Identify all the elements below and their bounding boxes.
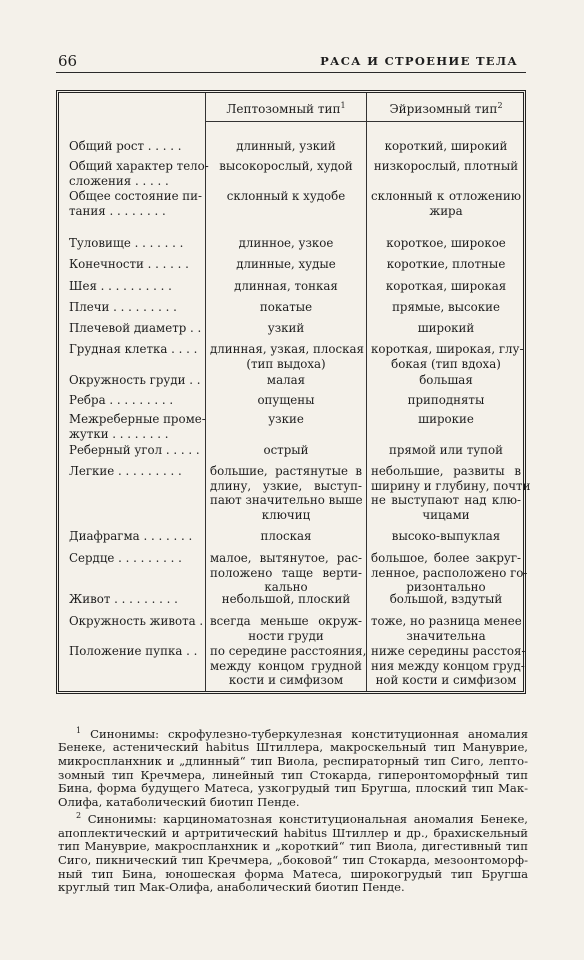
row-label <box>69 551 203 566</box>
leptosomic-cell <box>210 321 362 336</box>
cell-text: короткие, плотные <box>386 257 506 271</box>
cell-text: узкий <box>267 321 305 335</box>
row-label <box>69 644 203 659</box>
cell-text: высоко-выпуклая <box>391 529 501 543</box>
footnote-mark: 2 <box>76 811 82 821</box>
row-label <box>69 412 206 441</box>
row-label <box>69 300 203 315</box>
cell-text: Живот . . . . . . . . . <box>69 592 178 606</box>
cell-text: длинное, узкое <box>238 236 334 250</box>
page-number: 66 <box>58 52 78 70</box>
cell-text: кости и симфизом <box>228 673 344 687</box>
cell-text: длинные, худые <box>236 257 336 271</box>
leptosomic-cell <box>210 257 362 272</box>
footnote <box>58 809 528 894</box>
cell-text: большая <box>419 373 473 387</box>
eurysomic-cell <box>371 300 521 315</box>
cell-text: ризонтально <box>406 580 486 594</box>
eurysomic-cell <box>371 321 521 336</box>
cell-text: ности груди <box>248 628 324 643</box>
eurysomic-cell <box>371 139 521 154</box>
cell-text: Конечности . . . . . . <box>69 257 189 271</box>
cell-text: Диафрагма . . . . . . . <box>69 529 193 543</box>
row-label <box>69 321 203 336</box>
cell-text: широкие <box>418 412 474 426</box>
eurysomic-cell <box>371 644 526 688</box>
cell-text: широкий <box>417 321 475 335</box>
row-label <box>69 614 203 629</box>
cell-text: малое, вытянутое, рас- <box>210 551 362 565</box>
cell-text: прямой или тупой <box>388 443 503 457</box>
cell-text: сложения . . . . . <box>69 173 169 188</box>
cell-text: Шея . . . . . . . . . . <box>69 279 172 293</box>
row-label <box>69 236 203 251</box>
eurysomic-cell <box>371 592 521 607</box>
leptosomic-cell <box>210 139 362 154</box>
cell-text: тоже, но разница менее <box>371 614 522 628</box>
leptosomic-cell <box>210 464 362 522</box>
cell-text: не выступают над клю- <box>371 493 521 507</box>
cell-text: большие, растянутые в <box>210 464 362 478</box>
cell-text: по середине расстояния, <box>210 644 367 658</box>
cell-text: (тип выдоха) <box>246 356 326 371</box>
cell-text: узкие <box>268 412 304 426</box>
cell-text: Межреберные проме- <box>69 412 206 426</box>
cell-text: Плечи . . . . . . . . . <box>69 300 177 314</box>
cell-text: длинная, тонкая <box>234 279 338 293</box>
eurysomic-cell <box>371 614 521 643</box>
cell-text: малая <box>266 373 306 387</box>
eurysomic-cell <box>371 412 521 427</box>
leptosomic-cell <box>210 342 362 371</box>
cell-text: большой, вздутый <box>389 592 503 606</box>
cell-text: приподняты <box>407 393 485 407</box>
row-label <box>69 464 203 479</box>
footnote <box>58 724 528 809</box>
cell-text: Легкие . . . . . . . . . <box>69 464 182 478</box>
eurysomic-cell <box>371 342 524 371</box>
cell-text: длинный, узкий <box>236 139 336 153</box>
cell-text: опущены <box>257 393 315 407</box>
leptosomic-cell <box>210 373 362 388</box>
cell-text: длинная, узкая, плоская <box>210 342 364 356</box>
cell-text: жира <box>429 203 463 218</box>
cell-text: Реберный угол . . . . . <box>69 443 200 457</box>
leptosomic-cell <box>210 644 367 688</box>
cell-text: Общий рост . . . . . <box>69 139 182 153</box>
cell-text: ния между концом груд- <box>371 658 525 673</box>
footnote-line: тип Мануврие, макроспланхник и „короткий“ тип Виола, дигестивный тип <box>58 839 528 854</box>
eurysomic-cell <box>371 443 521 458</box>
cell-text: Положение пупка . . <box>69 644 198 658</box>
cell-text: ленное, расположено го- <box>371 565 528 580</box>
row-label <box>69 139 203 154</box>
footnote-line <box>58 809 528 826</box>
cell-text: короткое, широкое <box>386 236 506 250</box>
header-rule <box>205 121 523 122</box>
cell-text: между концом грудной <box>210 658 362 673</box>
row-label <box>69 159 209 188</box>
comparison-table <box>56 90 531 694</box>
footnote-line: апоплектический и артритический habitus Штиллер и др., брахискельный <box>58 825 528 840</box>
cell-text: склонный к худобе <box>226 189 346 203</box>
cell-text: Плечевой диаметр . . <box>69 321 202 335</box>
footnote-line: ный тип Бина, юношеская форма Матеса, широкогрудый тип Бругша <box>58 866 528 881</box>
leptosomic-cell <box>210 529 362 544</box>
eurysomic-cell <box>371 464 531 522</box>
footnote-line: Сиго, пикнический тип Кречмера, „боковой“ тип Стокарда, мезоонтоморф- <box>58 853 528 868</box>
row-label <box>69 373 203 388</box>
cell-text: Окружность груди . . <box>69 373 201 387</box>
leptosomic-cell <box>210 412 362 427</box>
row-label <box>69 279 203 294</box>
row-label <box>69 393 203 408</box>
cell-text: высокорослый, худой <box>219 159 353 173</box>
eurysomic-cell <box>371 279 521 294</box>
column-divider <box>366 93 367 691</box>
eurysomic-cell <box>371 373 521 388</box>
eurysomic-cell <box>371 529 521 544</box>
row-label <box>69 342 203 357</box>
running-head: РАСА И СТРОЕНИЕ ТЕЛА <box>320 54 518 68</box>
cell-text: острый <box>263 443 309 457</box>
cell-text: всегда меньше окруж- <box>210 614 362 628</box>
footnotes <box>58 724 528 895</box>
cell-text: низкорослый, плотный <box>373 159 519 173</box>
cell-text: небольшие, развиты в <box>371 464 521 478</box>
eurysomic-cell <box>371 159 521 174</box>
cell-text: значительна <box>406 628 486 643</box>
cell-text: Общее состояние пи- <box>69 189 203 203</box>
cell-text: Туловище . . . . . . . <box>69 236 184 250</box>
leptosomic-cell <box>210 236 362 251</box>
cell-text: ной кости и симфизом <box>375 673 517 687</box>
leptosomic-cell <box>210 159 362 174</box>
cell-text: Общий характер тело- <box>69 159 209 173</box>
row-label <box>69 189 203 218</box>
cell-text: ширину и глубину, почти <box>371 478 531 493</box>
cell-text: короткая, широкая <box>385 279 507 293</box>
footnote-text: Синонимы: карциноматозная конституциональная аномалия Бенеке, <box>87 812 528 827</box>
leptosomic-cell <box>210 592 362 607</box>
cell-text: чицами <box>422 507 470 522</box>
footnote-line: Олифа, катаболический биотип Пенде. <box>58 794 300 809</box>
leptosomic-cell <box>210 300 362 315</box>
cell-text: длину, узкие, выступ- <box>210 478 362 493</box>
cell-text: небольшой, плоский <box>221 592 351 606</box>
footnote-line: Бенеке, астенический habitus Штиллера, макроскельный тип Мануврие, <box>58 740 528 755</box>
footnote-line: микроспланхник и „длинный“ тип Виола, респираторный тип Сиго, лепто- <box>58 754 528 769</box>
cell-text: бокая (тип вдоха) <box>391 356 501 371</box>
row-label <box>69 257 203 272</box>
eurysomic-cell <box>371 189 521 218</box>
cell-text: тания . . . . . . . . <box>69 203 166 218</box>
cell-text: положено таще верти- <box>210 565 362 580</box>
row-label <box>69 529 203 544</box>
eurysomic-cell <box>371 257 521 272</box>
cell-text: жутки . . . . . . . . <box>69 426 169 441</box>
footnote-line: круглый тип Мак-Олифа, анаболический биотип Пенде. <box>58 880 405 895</box>
footnote-line: Бина, форма будущего Матеса, узкогрудый тип Бругша, плоский тип Мак- <box>58 781 528 796</box>
cell-text: ключиц <box>261 507 311 522</box>
footnote-line: зомный тип Кречмера, линейный тип Стокарда, гиперонтоморфный тип <box>58 767 528 782</box>
cell-text: кально <box>264 580 308 594</box>
leptosomic-cell <box>210 279 362 294</box>
cell-text: Грудная клетка . . . . <box>69 342 198 356</box>
cell-text: Сердце . . . . . . . . . <box>69 551 182 565</box>
footnote-mark: 1 <box>76 726 82 735</box>
leptosomic-cell <box>210 614 362 643</box>
leptosomic-cell <box>210 443 362 458</box>
cell-text: пают значительно выше <box>210 493 363 507</box>
footnote-text: Синонимы: скрофулезно-туберкулезная конституционная аномалия <box>90 726 529 741</box>
eurysomic-cell <box>371 551 528 595</box>
eurysomic-cell <box>371 236 521 251</box>
page-header <box>56 52 526 73</box>
footnote-line <box>58 724 528 741</box>
cell-text: короткий, широкий <box>384 139 508 153</box>
column-header-leptosomic: Лептозомный тип$^1$ <box>226 101 346 116</box>
cell-text: Ребра . . . . . . . . . <box>69 393 174 407</box>
cell-text: Окружность живота . <box>69 614 204 628</box>
row-label <box>69 592 203 607</box>
cell-text: плоская <box>260 529 312 543</box>
column-header-eurysomic: Эйризомный тип$^2$ <box>389 101 503 116</box>
cell-text: большое, более закруг- <box>371 551 521 565</box>
cell-text: покатые <box>259 300 313 314</box>
leptosomic-cell <box>210 189 362 204</box>
cell-text: ниже середины расстоя- <box>371 644 526 658</box>
row-label <box>69 443 203 458</box>
cell-text: прямые, высокие <box>392 300 500 314</box>
leptosomic-cell <box>210 393 362 408</box>
eurysomic-cell <box>371 393 521 408</box>
cell-text: короткая, широкая, глу- <box>371 342 524 356</box>
leptosomic-cell <box>210 551 362 595</box>
cell-text: склонный к отложению <box>371 189 521 203</box>
column-divider <box>205 93 206 691</box>
